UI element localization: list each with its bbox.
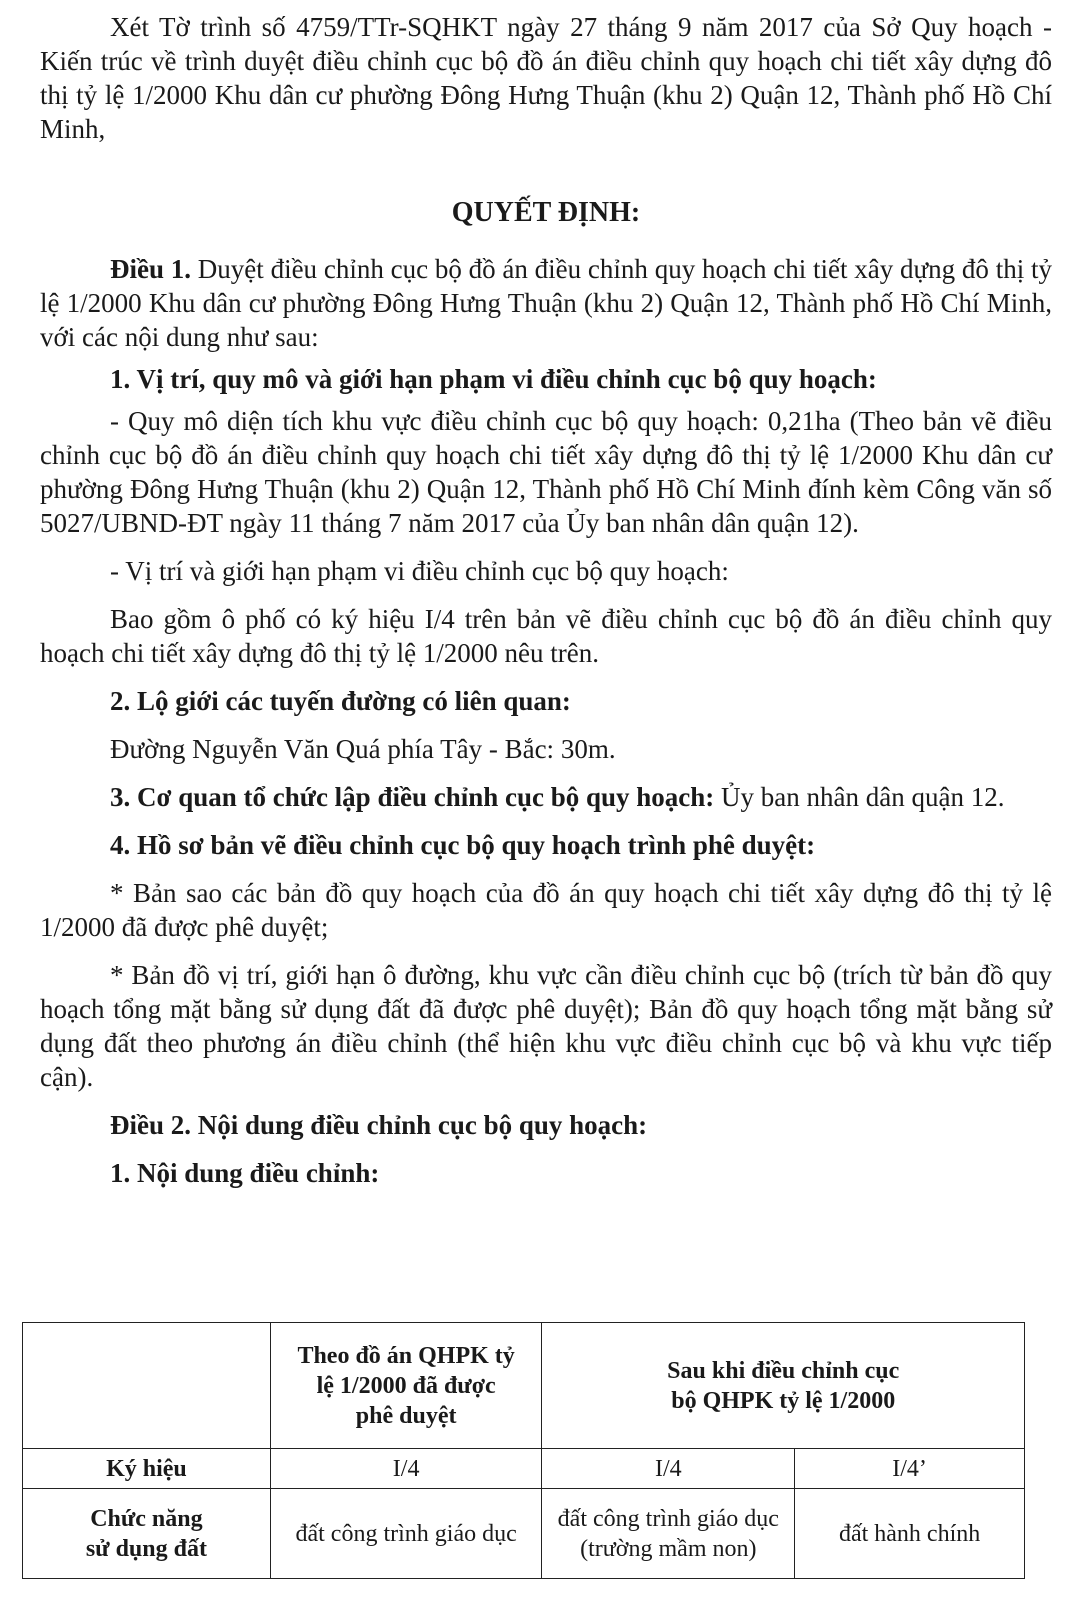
document-page (40, 10, 1052, 1190)
function-adjusted-b-cell: đất hành chính (795, 1489, 1025, 1579)
symbol-label-cell: Ký hiệu (23, 1449, 271, 1489)
section-3-paragraph (40, 780, 1052, 814)
section-3-text: Ủy ban nhân dân quận 12. (714, 782, 1005, 812)
table-header-row (23, 1323, 1025, 1449)
section-1-scale-paragraph: - Quy mô diện tích khu vực điều chỉnh cục bộ quy hoạch: 0,21ha (Theo bản vẽ điều chỉnh cục bộ đồ án điều chỉnh quy hoạch chi tiết xây dựng đô thị tỷ lệ 1/2000 Khu dân cư phường Đông Hưng Thuận (khu 2) Quận 12, Thành phố Hồ Chí Minh đính kèm Công văn số 5027/UBND-ĐT ngày 11 tháng 7 năm 2017 của Ủy ban nhân dân quận 12). (40, 406, 1052, 538)
intro-paragraph: Xét Tờ trình số 4759/TTr-SQHKT ngày 27 tháng 9 năm 2017 của Sở Quy hoạch - Kiến trúc về trình duyệt điều chỉnh cục bộ đồ án điều chỉnh quy hoạch chi tiết xây dựng đô thị tỷ lệ 1/2000 Khu dân cư phường Đông Hưng Thuận (khu 2) Quận 12, Thành phố Hồ Chí Minh, (40, 12, 1052, 144)
section-4-maps-paragraph: * Bản đồ vị trí, giới hạn ô đường, khu vực cần điều chỉnh cục bộ (trích từ bản đồ quy hoạch tổng mặt bằng sử dụng đất đã được phê duyệt); Bản đồ quy hoạch tổng mặt bằng sử dụng đất theo phương án điều chỉnh (thể hiện khu vực điều chỉnh cục bộ và khu vực tiếp cận). (40, 960, 1052, 1092)
symbol-adjusted-a-cell: I/4 (542, 1449, 795, 1489)
article-1-paragraph (40, 252, 1052, 354)
article-2-section-1-title-text: 1. Nội dung điều chỉnh: (110, 1158, 380, 1188)
article-2-section-1-title (40, 1156, 1052, 1190)
article-1-text: Duyệt điều chỉnh cục bộ đồ án điều chỉnh quy hoạch chi tiết xây dựng đô thị tỷ lệ 1/2000 Khu dân cư phường Đông Hưng Thuận (khu 2) Quận 12, Thành phố Hồ Chí Minh, với các nội dung như sau: (40, 254, 1052, 352)
section-4-title (40, 828, 1052, 862)
table-row-symbol (23, 1449, 1025, 1489)
section-3-title-text: 3. Cơ quan tổ chức lập điều chỉnh cục bộ quy hoạch: (110, 782, 715, 812)
table-row-function (23, 1489, 1025, 1579)
article-2-title-text: Điều 2. Nội dung điều chỉnh cục bộ quy hoạch: (110, 1110, 648, 1140)
section-2-road-paragraph: Đường Nguyễn Văn Quá phía Tây - Bắc: 30m. (110, 734, 616, 764)
function-label-cell: Chức năng sử dụng đất (23, 1489, 271, 1579)
section-2-title-text: 2. Lộ giới các tuyến đường có liên quan: (110, 686, 571, 716)
approved-column-header: Theo đồ án QHPK tỷ lệ 1/2000 đã được phê duyệt (270, 1323, 542, 1449)
decision-heading: QUYẾT ĐỊNH: (451, 197, 641, 228)
section-1-location-paragraph: - Vị trí và giới hạn phạm vi điều chỉnh cục bộ quy hoạch: (110, 556, 729, 586)
table-corner-cell (23, 1323, 271, 1449)
article-2-title (40, 1108, 1052, 1142)
adjusted-column-header: Sau khi điều chỉnh cục bộ QHPK tỷ lệ 1/2000 (542, 1323, 1025, 1449)
function-adjusted-a-cell: đất công trình giáo dục (trường mầm non) (542, 1489, 795, 1579)
adjustment-table (22, 1322, 1025, 1579)
section-4-title-text: 4. Hồ sơ bản vẽ điều chỉnh cục bộ quy hoạch trình phê duyệt: (110, 830, 816, 860)
section-1-title-text: 1. Vị trí, quy mô và giới hạn phạm vi điều chỉnh cục bộ quy hoạch: (110, 364, 877, 394)
function-approved-cell: đất công trình giáo dục (270, 1489, 542, 1579)
section-1-block-paragraph: Bao gồm ô phố có ký hiệu I/4 trên bản vẽ điều chỉnh cục bộ đồ án điều chỉnh quy hoạch chi tiết xây dựng đô thị tỷ lệ 1/2000 nêu trên. (40, 604, 1052, 668)
symbol-approved-cell: I/4 (270, 1449, 542, 1489)
section-2-title (40, 684, 1052, 718)
symbol-adjusted-b-cell: I/4’ (795, 1449, 1025, 1489)
section-4-copies-paragraph: * Bản sao các bản đồ quy hoạch của đồ án quy hoạch chi tiết xây dựng đô thị tỷ lệ 1/2000 đã được phê duyệt; (40, 878, 1052, 942)
section-1-title (40, 362, 1052, 396)
article-1-label: Điều 1. (110, 254, 192, 284)
